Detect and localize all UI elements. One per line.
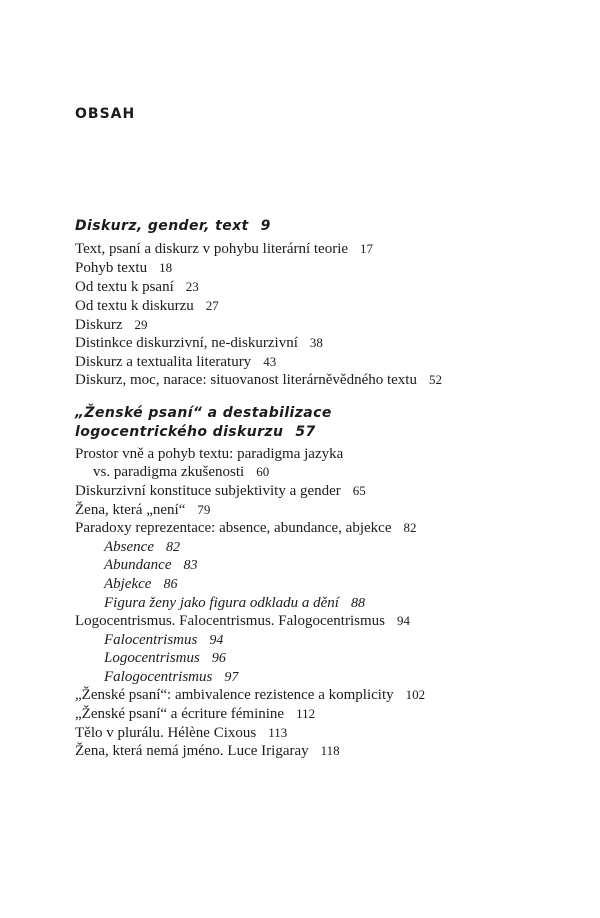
entry-page-number: 29 [134,317,148,332]
section-title-text: Diskurz, gender, text [75,218,249,234]
section-page-number: 9 [260,218,271,234]
entry-title: Absence [104,539,154,555]
entry-page-number: 112 [296,706,316,721]
entry-page-number: 82 [165,540,180,555]
toc-subentry [104,594,365,613]
entry-page-number: 60 [256,464,270,479]
section-title-line [75,404,332,422]
toc-subentry [104,538,180,557]
entry-title: Paradoxy reprezentace: absence, abundance, abjekce [75,520,392,536]
entry-title: Abjekce [104,576,152,592]
entry-page-number: 94 [209,633,224,648]
entry-page-number: 102 [405,687,426,702]
entry-title: Figura ženy jako figura odkladu a dění [104,595,339,611]
entry-page-number: 113 [268,725,288,740]
entry-page-number: 43 [263,354,277,369]
entry-title: Distinkce diskurzivní, ne-diskurzivní [75,335,298,351]
entry-page-number: 96 [211,651,226,666]
toc-entry [75,445,343,463]
entry-title: Logocentrismus. Falocentrismus. Falogocentrismus [75,613,385,629]
entry-title: Žena, která nemá jméno. Luce Irigaray [75,743,309,759]
toc-entry [75,334,323,352]
toc-entry [75,612,410,630]
entry-title: „Ženské psaní“: ambivalence rezistence a komplicity [75,687,394,703]
toc-entry [75,742,340,760]
toc-entry [75,501,210,519]
entry-page-number: 65 [352,483,366,498]
toc-entry [75,240,373,258]
toc-entry [75,482,366,500]
entry-title: Diskurzivní konstituce subjektivity a gender [75,483,341,499]
entry-page-number: 118 [320,743,340,758]
entry-page-number: 17 [360,241,374,256]
toc-subentry [104,668,238,687]
toc-entry [75,297,219,315]
toc-entry-continuation [93,463,269,481]
entry-page-number: 83 [183,558,198,573]
entry-page-number: 38 [309,335,323,350]
entry-page-number: 52 [428,372,442,387]
toc-entry [75,705,315,723]
toc-entry [75,353,276,371]
toc-entry [75,686,425,704]
entry-title: Od textu k diskurzu [75,298,194,314]
toc-entry [75,259,172,277]
section-title-text: „Ženské psaní“ a destabilizace [75,405,332,421]
entry-page-number: 23 [185,279,199,294]
entry-page-number: 27 [205,298,219,313]
toc-entry [75,519,416,537]
entry-page-number: 94 [396,613,410,628]
entry-page-number: 88 [350,596,365,611]
section-page-number: 57 [295,424,316,440]
section-title [75,217,271,235]
entry-page-number: 82 [403,520,417,535]
toc-entry [75,724,287,742]
toc-subentry [104,649,226,668]
entry-page-number: 79 [197,502,211,517]
entry-title: Od textu k psaní [75,279,174,295]
entry-title: Text, psaní a diskurz v pohybu literární teorie [75,241,349,257]
entry-title: Falogocentrismus [104,669,213,685]
entry-title: „Ženské psaní“ a écriture féminine [75,706,285,722]
entry-title: Žena, která „není“ [75,502,186,518]
entry-title: vs. paradigma zkušenosti [93,464,245,480]
toc-subentry [104,631,223,650]
section-title-text: logocentrického diskurzu [75,424,284,440]
toc-subentry [104,556,197,575]
entry-title: Tělo v plurálu. Hélène Cixous [75,725,257,741]
entry-page-number: 97 [224,670,239,685]
entry-page-number: 86 [163,577,178,592]
entry-title: Diskurz, moc, narace: situovanost literárněvědného textu [75,372,417,388]
page-heading: OBSAH [75,106,136,122]
entry-title: Pohyb textu [75,260,148,276]
entry-title: Prostor vně a pohyb textu: paradigma jazyka [75,446,344,462]
section-title-line [75,423,316,441]
toc-entry [75,278,199,296]
entry-title: Diskurz [75,317,123,333]
entry-title: Falocentrismus [104,632,198,648]
toc-subentry [104,575,177,594]
toc-entry [75,371,442,389]
toc-entry [75,316,148,334]
entry-title: Logocentrismus [104,650,200,666]
entry-title: Diskurz a textualita literatury [75,354,252,370]
entry-title: Abundance [104,557,172,573]
entry-page-number: 18 [159,260,173,275]
